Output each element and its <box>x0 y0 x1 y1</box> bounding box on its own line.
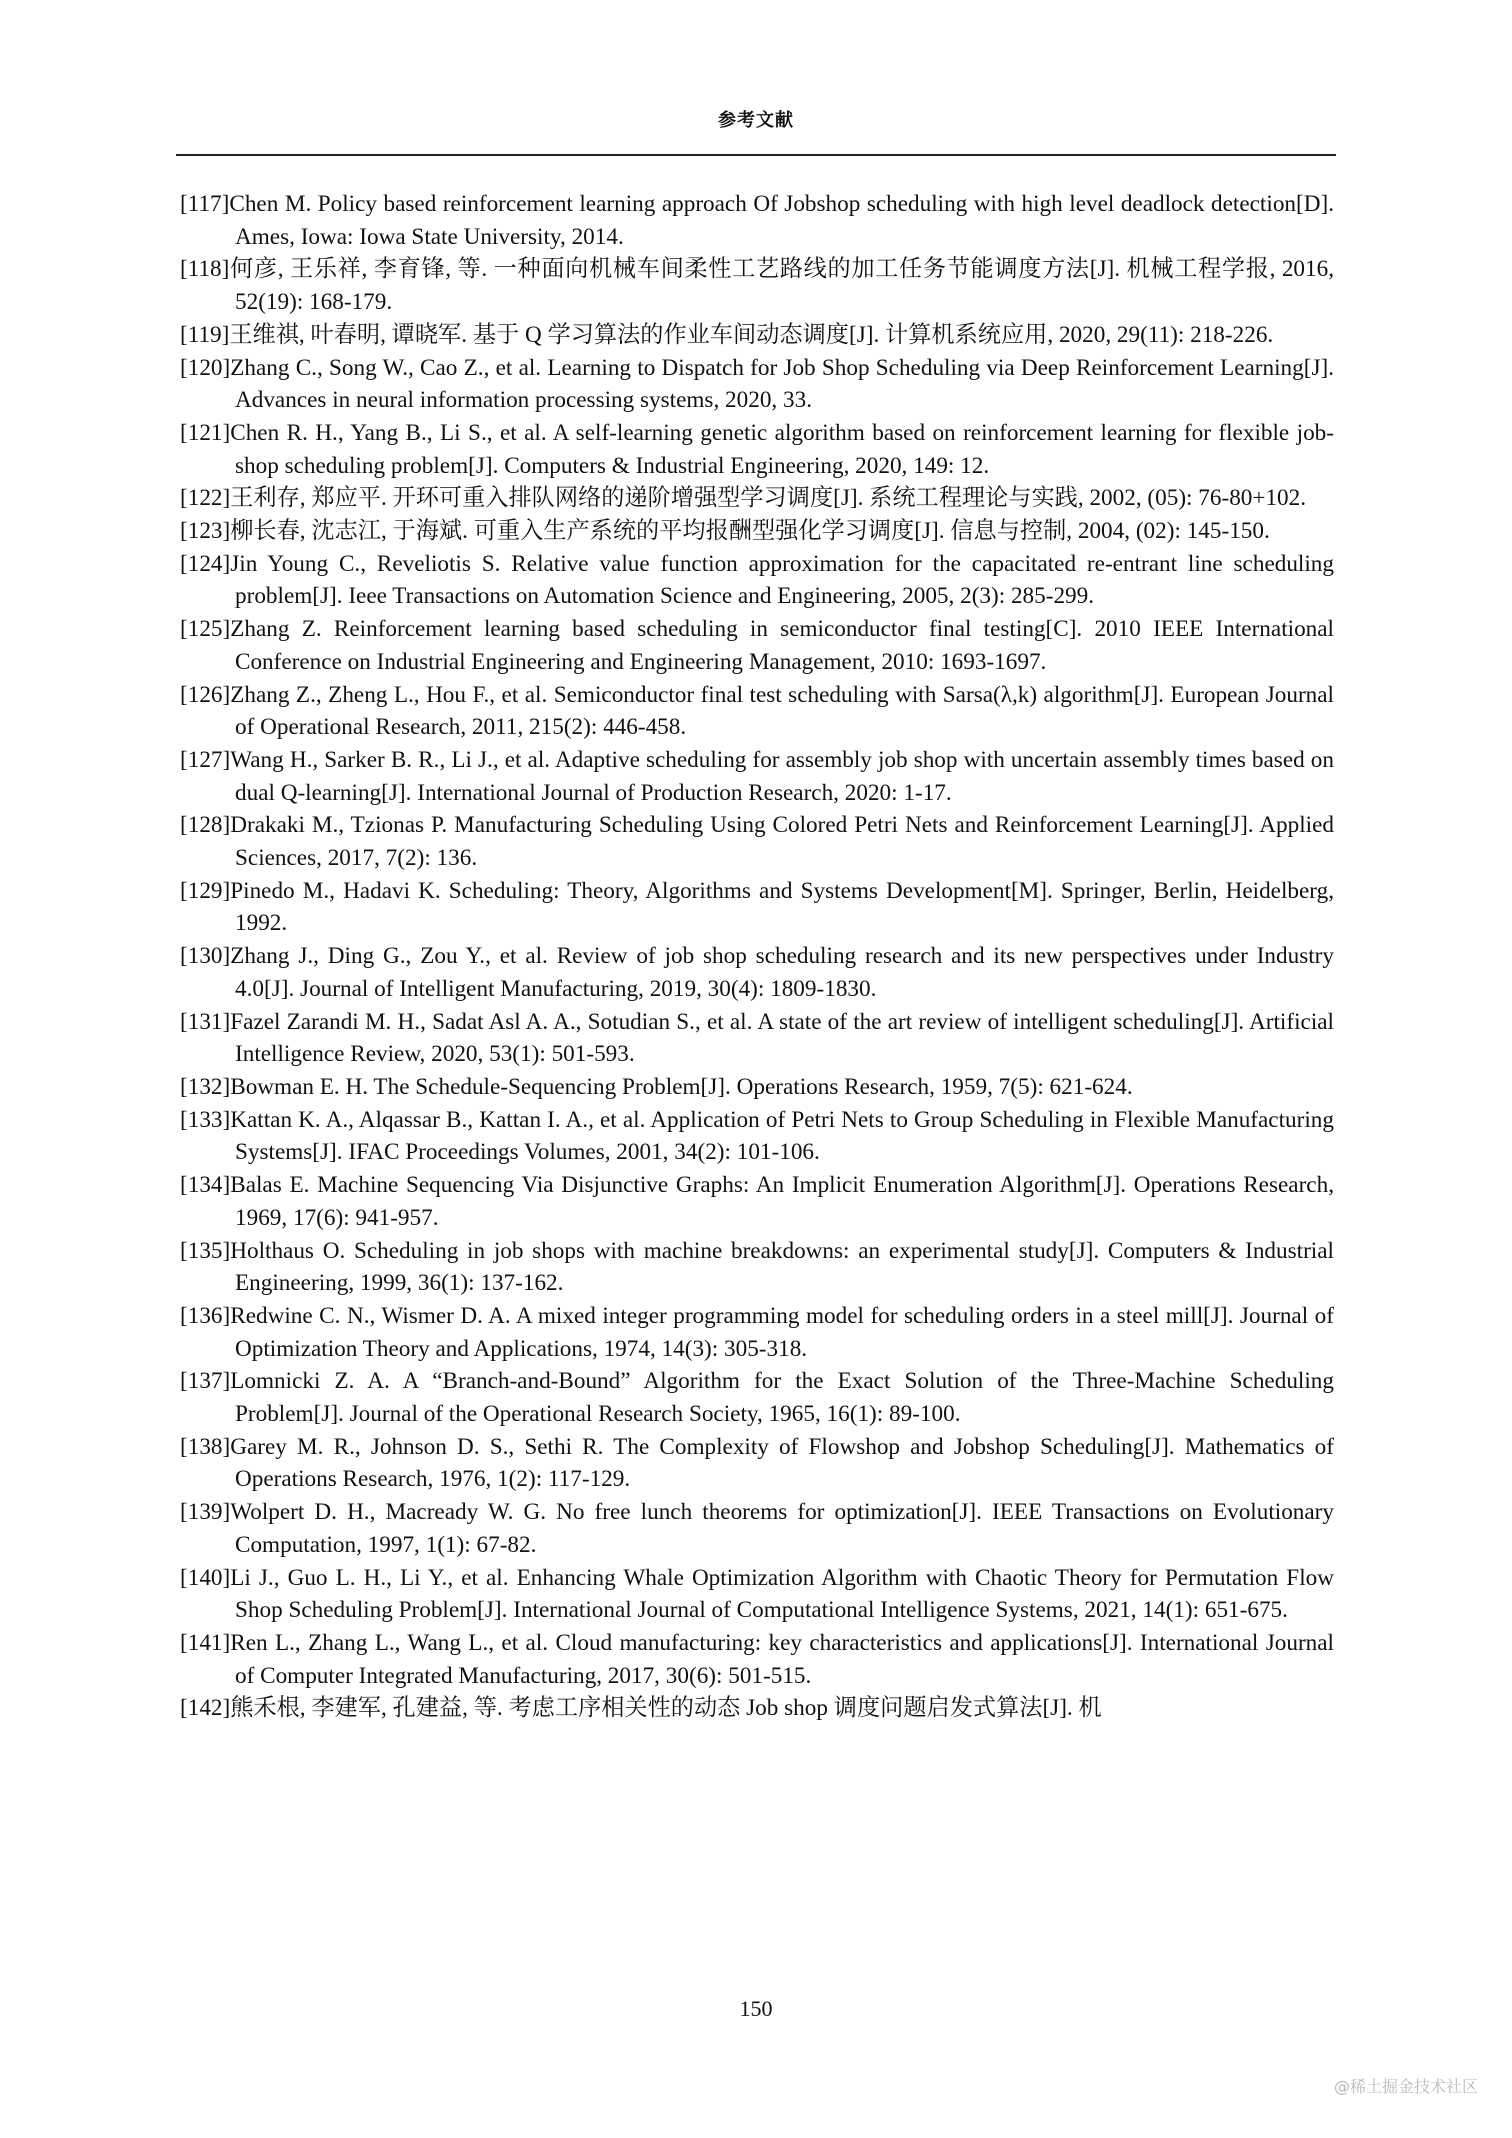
reference-text: Wolpert D. H., Macready W. G. No free lunch theorems for optimization[J]. IEEE Transactions on Evolutionary Computation, 1997, 1(1): 67-82. <box>230 1499 1334 1558</box>
reference-text: Wang H., Sarker B. R., Li J., et al. Adaptive scheduling for assembly job shop with uncertain assembly times based on dual Q-learning[J]. International Journal of Production Research, 2020: 1-17. <box>230 746 1334 806</box>
reference-number: [130] <box>180 943 231 970</box>
reference-text: Zhang Z., Zheng L., Hou F., et al. Semiconductor final test scheduling with Sarsa(λ,k) algorithm[J]. European Journal of Operational Research, 2011, 215(2): 446-458. <box>230 681 1334 741</box>
reference-number: [131] <box>180 1008 231 1035</box>
reference-text: Zhang C., Song W., Cao Z., et al. Learning to Dispatch for Job Shop Scheduling via Deep Reinforcement Learning[J]. Advances in neural information processing systems, 2020, 33. <box>230 354 1334 414</box>
reference-text: Balas E. Machine Sequencing Via Disjunctive Graphs: An Implicit Enumeration Algorithm[J]. Operations Research, 1969, 17(6): 941-957. <box>230 1172 1334 1231</box>
reference-item <box>180 188 1334 253</box>
reference-number: [135] <box>180 1237 231 1264</box>
reference-number: [141] <box>180 1629 231 1656</box>
reference-number: [142] <box>180 1695 231 1722</box>
reference-text: Kattan K. A., Alqassar B., Kattan I. A., et al. Application of Petri Nets to Group Scheduling in Flexible Manufacturing Systems[J]. IFAC Proceedings Volumes, 2001, 34(2): 101-106. <box>230 1106 1334 1166</box>
reference-text: Fazel Zarandi M. H., Sadat Asl A. A., Sotudian S., et al. A state of the art review of intelligent scheduling[J]. Artificial Intelligence Review, 2020, 53(1): 501-593. <box>230 1008 1334 1068</box>
reference-number: [124] <box>180 550 231 577</box>
reference-text: Jin Young C., Reveliotis S. Relative value function approximation for the capacitated re-entrant line scheduling problem[J]. Ieee Transactions on Automation Science and Engineering, 2005, 2(3): 285-299. <box>230 550 1334 610</box>
reference-text: 熊禾根, 李建军, 孔建益, 等. 考虑工序相关性的动态 Job shop 调度问题启发式算法[J]. 机 <box>230 1695 1102 1722</box>
reference-text: 柳长春, 沈志江, 于海斌. 可重入生产系统的平均报酬型强化学习调度[J]. 信息与控制, 2004, (02): 145-150. <box>230 518 1270 545</box>
page-header-title: 参考文献 <box>718 110 794 131</box>
reference-text: Zhang J., Ding G., Zou Y., et al. Review of job shop scheduling research and its new perspectives under Industry 4.0[J]. Journal of Intelligent Manufacturing, 2019, 30(4): 1809-1830. <box>230 943 1334 1002</box>
reference-item <box>180 1235 1334 1300</box>
page-number: 150 <box>739 1996 773 2021</box>
reference-item <box>180 1104 1334 1169</box>
reference-text: Redwine C. N., Wismer D. A. A mixed integer programming model for scheduling orders in a steel mill[J]. Journal of Optimization Theory and Applications, 1974, 14(3): 305-318. <box>230 1302 1334 1362</box>
reference-list <box>180 188 1334 1725</box>
reference-item <box>180 613 1334 678</box>
reference-item <box>180 1431 1334 1496</box>
reference-text: 王维祺, 叶春明, 谭晓军. 基于 Q 学习算法的作业车间动态调度[J]. 计算机系统应用, 2020, 29(11): 218-226. <box>229 321 1274 348</box>
reference-number: [138] <box>180 1433 231 1460</box>
reference-text: Bowman E. H. The Schedule-Sequencing Problem[J]. Operations Research, 1959, 7(5): 621-624. <box>230 1073 1133 1100</box>
reference-text: Li J., Guo L. H., Li Y., et al. Enhancing Whale Optimization Algorithm with Chaotic Theory for Permutation Flow Shop Scheduling Problem[J]. International Journal of Computational Intelligence Systems, 2021, 14(1): 651-675. <box>230 1564 1334 1624</box>
reference-item <box>180 1562 1334 1627</box>
reference-item <box>180 1496 1334 1561</box>
reference-item <box>180 940 1334 1005</box>
reference-number: [128] <box>180 812 231 839</box>
reference-item <box>180 809 1334 874</box>
reference-text: Holthaus O. Scheduling in job shops with machine breakdowns: an experimental study[J]. Computers & Industrial Engineering, 1999, 36(1): 137-162. <box>230 1237 1334 1297</box>
reference-number: [127] <box>180 746 231 773</box>
reference-item <box>180 1300 1334 1365</box>
reference-number: [126] <box>180 681 231 708</box>
reference-item <box>180 417 1334 482</box>
reference-item <box>180 875 1334 940</box>
reference-text: Chen M. Policy based reinforcement learning approach Of Jobshop scheduling with high level deadlock detection[D]. Ames, Iowa: Iowa State University, 2014. <box>229 191 1334 250</box>
reference-number: [140] <box>180 1564 231 1591</box>
reference-item <box>180 1627 1334 1692</box>
reference-text: Pinedo M., Hadavi K. Scheduling: Theory, Algorithms and Systems Development[M]. Springer, Berlin, Heidelberg, 1992. <box>230 877 1334 937</box>
reference-item <box>180 352 1334 417</box>
reference-item <box>180 1006 1334 1071</box>
reference-number: [137] <box>180 1368 231 1395</box>
reference-text: Chen R. H., Yang B., Li S., et al. A self-learning genetic algorithm based on reinforcement learning for flexible job-shop scheduling problem[J]. Computers & Industrial Engineering, 2020, 149: 12. <box>230 419 1334 479</box>
reference-text: Drakaki M., Tzionas P. Manufacturing Scheduling Using Colored Petri Nets and Reinforcement Learning[J]. Applied Sciences, 2017, 7(2): 136. <box>230 812 1334 872</box>
reference-number: [125] <box>180 616 231 643</box>
reference-number: [121] <box>180 419 231 446</box>
reference-item <box>180 548 1334 613</box>
reference-item <box>180 515 1334 548</box>
reference-text: Garey M. R., Johnson D. S., Sethi R. The Complexity of Flowshop and Jobshop Scheduling[J]. Mathematics of Operations Research, 1976, 1(2): 117-129. <box>230 1433 1334 1493</box>
reference-item <box>180 253 1334 318</box>
reference-item <box>180 1169 1334 1234</box>
reference-number: [132] <box>180 1073 231 1100</box>
reference-number: [139] <box>180 1499 231 1526</box>
reference-number: [136] <box>180 1302 231 1329</box>
reference-number: [119] <box>180 321 230 348</box>
watermark: @稀土掘金技术社区 <box>1333 2077 1478 2096</box>
reference-text: 何彦, 王乐祥, 李育锋, 等. 一种面向机械车间柔性工艺路线的加工任务节能调度方法[J]. 机械工程学报, 2016, 52(19): 168-179. <box>229 256 1334 316</box>
reference-item <box>180 482 1334 515</box>
reference-number: [118] <box>180 256 230 283</box>
reference-item <box>180 744 1334 809</box>
header-divider <box>176 154 1336 156</box>
reference-text: 王利存, 郑应平. 开环可重入排队网络的递阶增强型学习调度[J]. 系统工程理论与实践, 2002, (05): 76-80+102. <box>230 485 1307 512</box>
reference-number: [129] <box>180 877 231 904</box>
reference-number: [117] <box>180 191 230 217</box>
reference-number: [134] <box>180 1172 231 1199</box>
reference-item <box>180 1071 1334 1104</box>
reference-item <box>180 1692 1334 1725</box>
reference-text: Lomnicki Z. A. A “Branch-and-Bound” Algorithm for the Exact Solution of the Three-Machine Scheduling Problem[J]. Journal of the Operational Research Society, 1965, 16(1): 89-100. <box>230 1368 1334 1428</box>
reference-number: [133] <box>180 1106 231 1133</box>
reference-item <box>180 319 1334 352</box>
reference-item <box>180 1365 1334 1430</box>
reference-text: Zhang Z. Reinforcement learning based scheduling in semiconductor final testing[C]. 2010 IEEE International Conference on Industrial Engineering and Engineering Management, 2010: 1693-1697. <box>230 616 1334 675</box>
reference-number: [122] <box>180 485 231 512</box>
reference-item <box>180 679 1334 744</box>
reference-number: [123] <box>180 518 231 545</box>
reference-text: Ren L., Zhang L., Wang L., et al. Cloud manufacturing: key characteristics and applications[J]. International Journal of Computer Integrated Manufacturing, 2017, 30(6): 501-515. <box>230 1629 1334 1689</box>
reference-number: [120] <box>180 354 231 381</box>
